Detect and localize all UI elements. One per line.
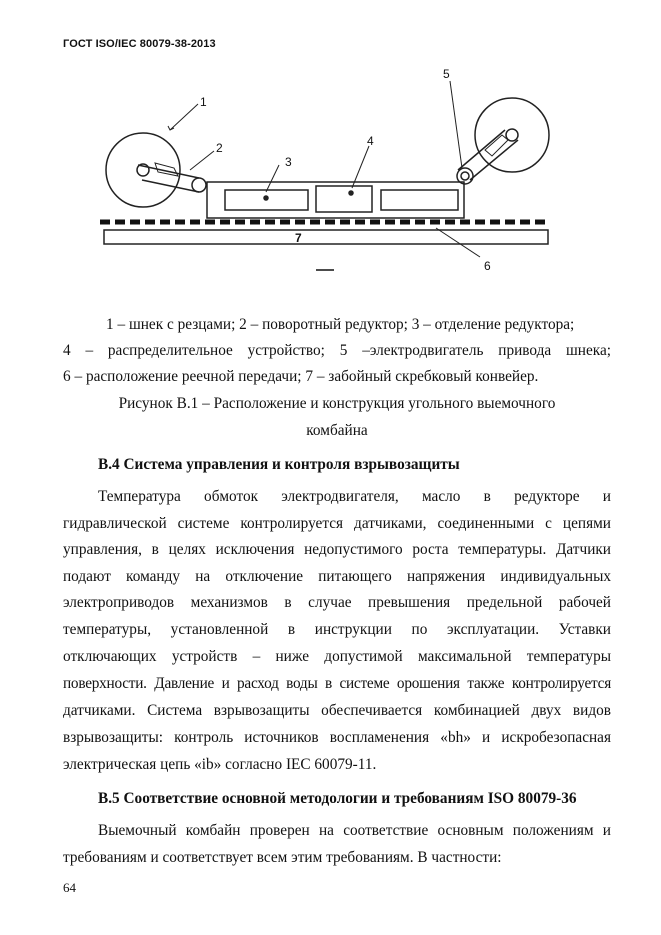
section-b5-line: требованиям и соответствует всем этим требованиям. В частности: [63, 849, 502, 866]
right-cutting-drum [457, 98, 549, 184]
section-b4-line: взрывозащиты: контроль источников воспламенения «bh» и искробезопасная [63, 729, 611, 746]
page-number: 64 [63, 880, 76, 895]
label-7: 7 [295, 231, 302, 245]
section-b4-line: температуры, установленной в инструкции по эксплуатации. Уставки [63, 621, 611, 638]
section-b4-line: гидравлической системе контролируется датчиками, соединенными с цепями [63, 515, 611, 532]
section-b4-line: управления, в целях исключения недопустимого роста температуры. Датчики [63, 541, 611, 558]
label-2: 2 [216, 141, 223, 155]
figure-legend-line-2: 4 – распределительное устройство; 5 –электродвигатель привода шнека; [63, 342, 611, 359]
label-6: 6 [484, 259, 491, 273]
section-b4-line: поверхности. Давление и расход воды в системе орошения также контролируется [63, 675, 611, 692]
section-b4-line: подают команду на отключение питающего напряжения индивидуальных [63, 568, 611, 585]
section-b4-heading: В.4 Система управления и контроля взрывозащиты [98, 456, 460, 473]
face-conveyor [104, 230, 548, 244]
section-b4-line: электроприводов механизмов в случае превышения предельной рабочей [63, 594, 611, 611]
section-b5-line: Выемочный комбайн проверен на соответствие основным положениям и [98, 822, 611, 839]
section-b4-line: отключающих устройств – ниже допустимой максимальной температуры [63, 648, 611, 665]
section-b5-heading: В.5 Соответствие основной методологии и требованиям ISO 80079-36 [98, 790, 577, 807]
shearer-body [207, 182, 464, 218]
section-b4-line: Температура обмоток электродвигателя, масло в редукторе и [98, 488, 611, 505]
label-1: 1 [200, 95, 207, 109]
label-3: 3 [285, 155, 292, 169]
label-5: 5 [443, 67, 450, 81]
section-b4-line: электрическая цепь «ib» согласно IEC 60079-11. [63, 756, 377, 773]
label-4: 4 [367, 134, 374, 148]
left-cutting-drum [106, 133, 206, 207]
section-b4-line: датчиками. Система взрывозащиты обеспечивается комбинацией двух видов [63, 702, 611, 719]
figure-legend-line-3: 6 – расположение реечной передачи; 7 – забойный скребковый конвейер. [63, 368, 539, 385]
document-header: ГОСТ ISO/IEC 80079-38-2013 [63, 38, 216, 50]
figure-title-line-2: комбайна [306, 422, 368, 439]
figure-title-line-1: Рисунок В.1 – Расположение и конструкция угольного выемочного [118, 395, 556, 412]
figure-legend-line-1: 1 – шнек с резцами; 2 – поворотный редуктор; 3 – отделение редуктора; [106, 316, 575, 333]
shearer-diagram [0, 0, 661, 300]
